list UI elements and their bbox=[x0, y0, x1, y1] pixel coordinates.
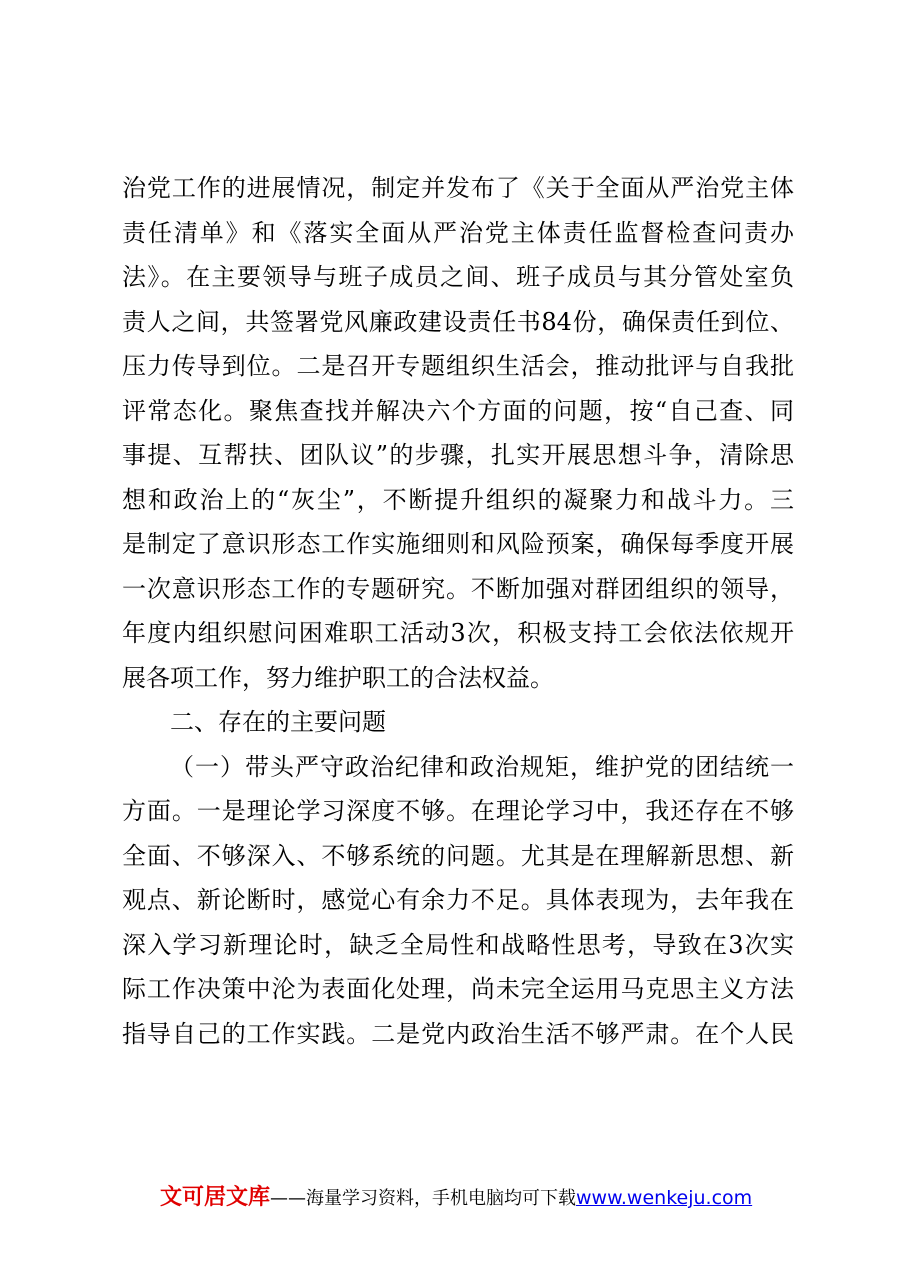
paragraph-line: 想和政治上的“灰尘”，不断提升组织的凝聚力和战斗力。三 bbox=[122, 485, 794, 514]
paragraph-line: 治党工作的进展情况，制定并发布了《关于全面从严治党主体 bbox=[122, 174, 794, 202]
paragraph-line: （一）带头严守政治纪律和政治规矩，维护党的团结统一 bbox=[170, 752, 794, 781]
paragraph-line: 展各项工作，努力维护职工的合法权益。 bbox=[122, 663, 554, 692]
paragraph-line: 责任清单》和《落实全面从严治党主体责任监督检查问责办 bbox=[122, 218, 794, 247]
paragraph-line: 压力传导到位。二是召开专题组织生活会，推动批评与自我批 bbox=[122, 352, 794, 380]
paragraph-line: 事提、互帮扶、团队议”的步骤，扎实开展思想斗争，清除思 bbox=[122, 441, 794, 469]
paragraph-line: 全面、不够深入、不够系统的问题。尤其是在理解新思想、新 bbox=[122, 841, 794, 870]
section-heading: 二、存在的主要问题 bbox=[170, 708, 386, 736]
paragraph-line: 观点、新论断时，感觉心有余力不足。具体表现为，去年我在 bbox=[122, 886, 794, 914]
paragraph-line: 责人之间，共签署党风廉政建设责任书84份，确保责任到位、 bbox=[122, 307, 794, 336]
paragraph-line: 法》。在主要领导与班子成员之间、班子成员与其分管处室负 bbox=[122, 263, 794, 291]
paragraph-line: 深入学习新理论时，缺乏全局性和战略性思考，导致在3次实 bbox=[122, 930, 794, 959]
paragraph-line: 是制定了意识形态工作实施细则和风险预案，确保每季度开展 bbox=[122, 530, 794, 558]
paragraph-line: 方面。一是理论学习深度不够。在理论学习中，我还存在不够 bbox=[122, 797, 794, 825]
paragraph-line: 评常态化。聚焦查找并解决六个方面的问题，按“自己查、同 bbox=[122, 396, 794, 425]
footer-tagline: ——海量学习资料，手机电脑均可下载 bbox=[270, 1188, 577, 1209]
footer-banner bbox=[160, 1180, 780, 1216]
paragraph-line: 指导自己的工作实践。二是党内政治生活不够严肃。在个人民 bbox=[122, 1019, 794, 1048]
document-body bbox=[122, 166, 794, 1056]
brand-name: 文可居文库 bbox=[160, 1185, 271, 1210]
paragraph-line: 际工作决策中沦为表面化处理，尚未完全运用马克思主义方法 bbox=[122, 975, 794, 1003]
site-link[interactable]: www.wenkeju.com bbox=[576, 1187, 753, 1209]
paragraph-line: 年度内组织慰问困难职工活动3次，积极支持工会依法依规开 bbox=[122, 619, 794, 647]
paragraph-line: 一次意识形态工作的专题研究。不断加强对群团组织的领导， bbox=[122, 574, 794, 603]
